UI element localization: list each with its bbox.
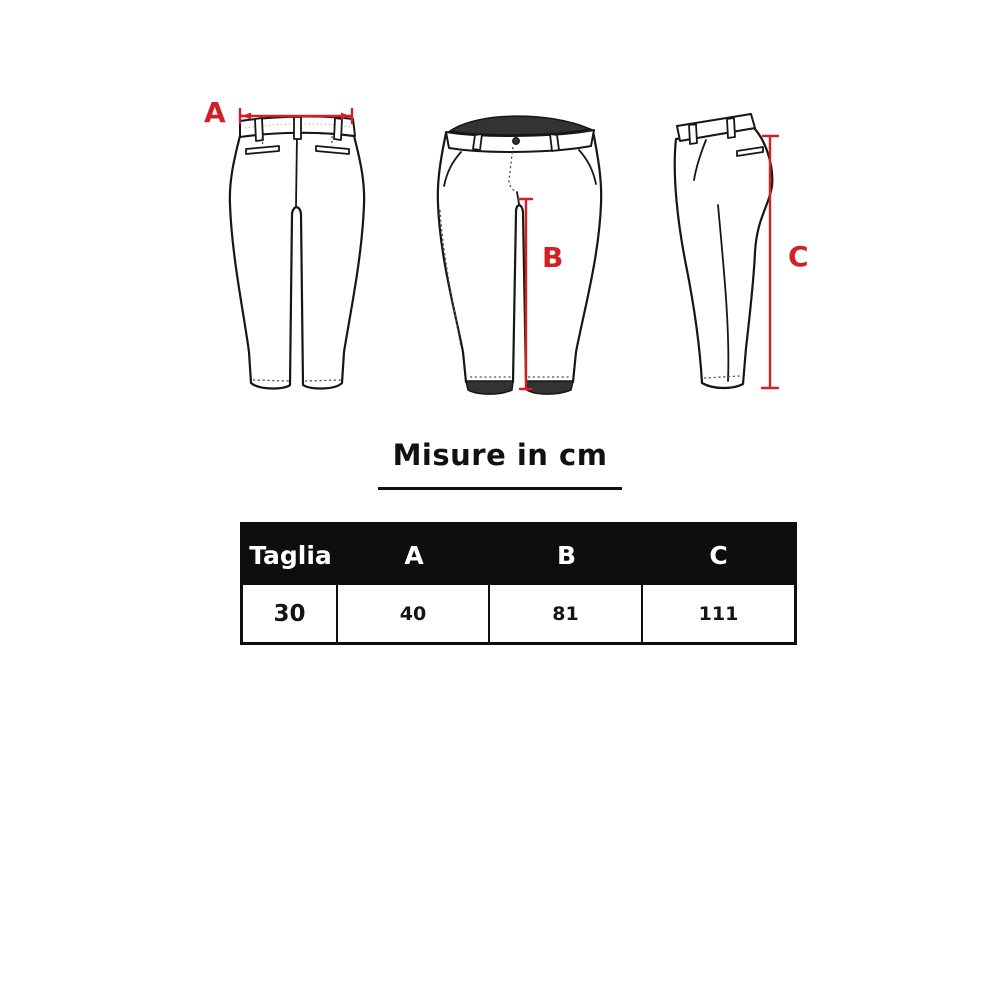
title-block — [0, 438, 1000, 490]
size-table — [240, 522, 797, 645]
page-title: Misure in cm — [392, 438, 608, 472]
leg-hem — [526, 381, 573, 394]
belt-loop — [294, 117, 301, 139]
waist-button — [513, 138, 519, 144]
pants-side-view — [675, 114, 778, 388]
cell-measure-b: 81 — [490, 585, 643, 642]
cell-measure-c: 111 — [698, 602, 739, 625]
cell-measure-a: 40 — [338, 585, 490, 642]
belt-loop — [727, 118, 735, 138]
cell-size: 30 — [243, 585, 338, 642]
measure-label-a: A — [204, 96, 226, 129]
pants-front-view — [438, 116, 601, 394]
belt-loop — [334, 118, 342, 140]
measure-label-b: B — [542, 241, 564, 274]
title-underline — [378, 487, 622, 490]
header-cell-c: C — [709, 540, 728, 570]
pants-front-body — [438, 131, 601, 382]
size-table-header-row — [243, 525, 794, 585]
leg-hem — [466, 381, 513, 394]
belt-loop — [473, 134, 482, 150]
measure-label-c: C — [788, 240, 809, 273]
belt-loop — [689, 124, 697, 144]
center-back-seam — [296, 134, 297, 206]
belt-loop — [550, 134, 559, 151]
pants-back-view — [230, 109, 364, 389]
header-cell-b: B — [556, 540, 577, 570]
header-cell-a: A — [404, 540, 424, 570]
size-table-data-row — [243, 585, 794, 642]
header-cell-taglia: Taglia — [249, 540, 332, 570]
inner-waistband-back — [450, 116, 590, 135]
pants-diagrams — [0, 0, 1000, 430]
